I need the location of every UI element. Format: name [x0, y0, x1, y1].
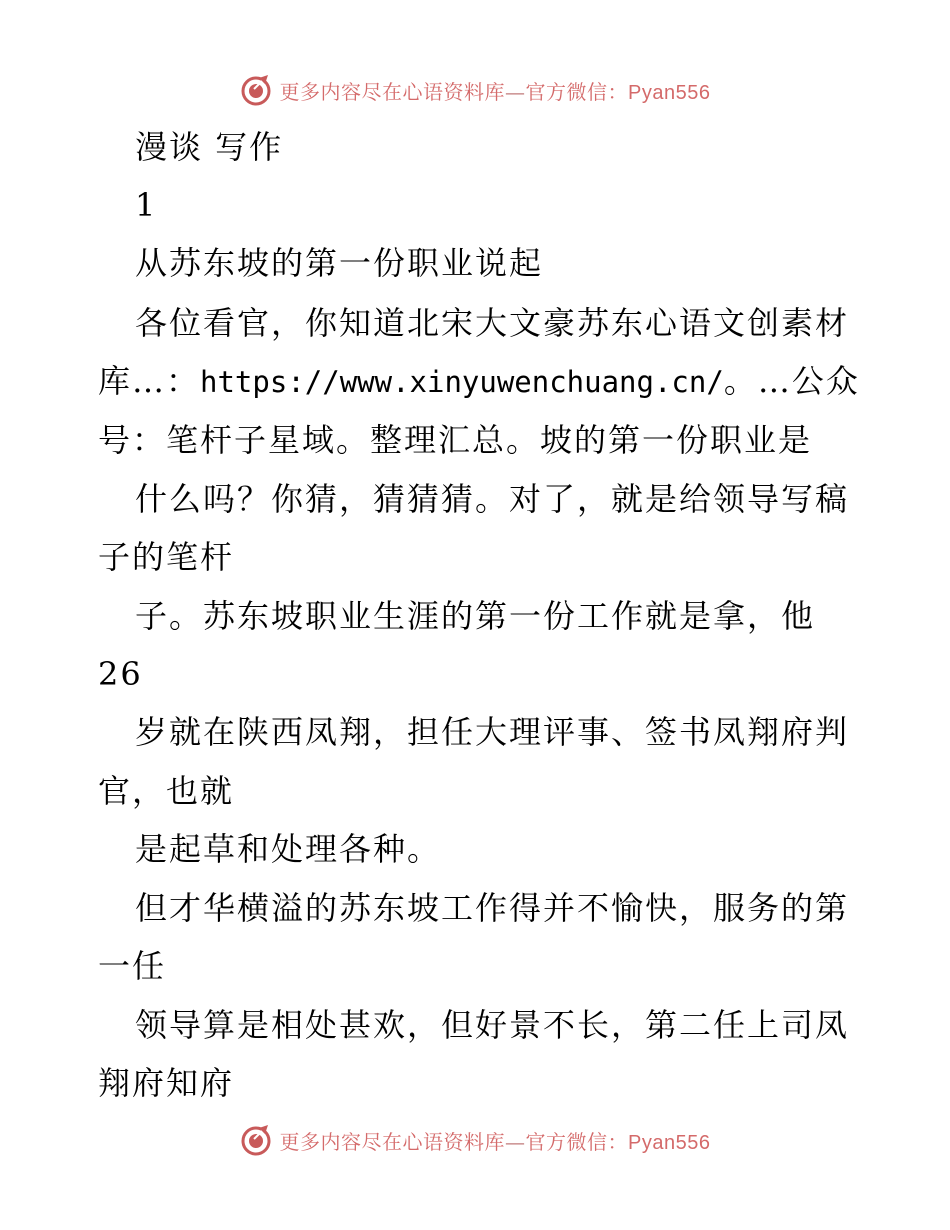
text-segment: 。…公众 — [723, 362, 860, 400]
text-segment: 库…： — [98, 362, 201, 400]
url-link-text: https://www.xinyuwenchuang.cn/ — [200, 365, 724, 399]
paragraph-line: 翔府知府 — [98, 1064, 235, 1102]
paragraph-line: 26 — [98, 655, 143, 693]
paragraph-line: 号：笔杆子星域。整理汇总。坡的第一份职业是 — [98, 421, 813, 459]
section-number: 1 — [135, 186, 158, 224]
paragraph-line: 官，也就 — [98, 772, 235, 810]
watermark-middle: 官方微信： — [525, 1129, 629, 1154]
paragraph-line: 什么吗？你猜，猜猜猜。对了，就是给领导写稿 — [135, 480, 850, 518]
pen-seal-icon — [240, 74, 272, 106]
paragraph-line: 子的笔杆 — [98, 538, 235, 576]
footer-watermark-banner — [0, 1120, 950, 1160]
header-watermark-banner — [0, 70, 950, 110]
paragraph-line: 一任 — [98, 947, 167, 985]
paragraph-line: 是起草和处理各种。 — [135, 830, 442, 868]
watermark-dash: — — [505, 79, 526, 104]
watermark-account: Pyan556 — [628, 1131, 711, 1154]
watermark-account: Pyan556 — [628, 81, 711, 104]
watermark-prefix: 更多内容尽在心语资料库 — [279, 79, 506, 104]
paragraph-line — [98, 361, 860, 402]
paragraph-line: 领导算是相处甚欢，但好景不长，第二任上司凤 — [135, 1006, 850, 1044]
watermark-text — [280, 1126, 711, 1155]
section-title: 从苏东坡的第一份职业说起 — [135, 244, 544, 282]
pen-seal-icon — [240, 1124, 272, 1156]
watermark-middle: 官方微信： — [525, 79, 629, 104]
watermark-prefix: 更多内容尽在心语资料库 — [279, 1129, 506, 1154]
watermark-dash: — — [505, 1129, 526, 1154]
paragraph-line: 子。苏东坡职业生涯的第一份工作就是拿，他 — [135, 597, 816, 635]
document-title: 漫谈 写作 — [135, 128, 284, 166]
watermark-text — [280, 76, 711, 105]
paragraph-line: 但才华横溢的苏东坡工作得并不愉快，服务的第 — [135, 889, 850, 927]
paragraph-line: 各位看官，你知道北宋大文豪苏东心语文创素材 — [135, 304, 850, 342]
paragraph-line: 岁就在陕西凤翔，担任大理评事、签书凤翔府判 — [135, 713, 850, 751]
